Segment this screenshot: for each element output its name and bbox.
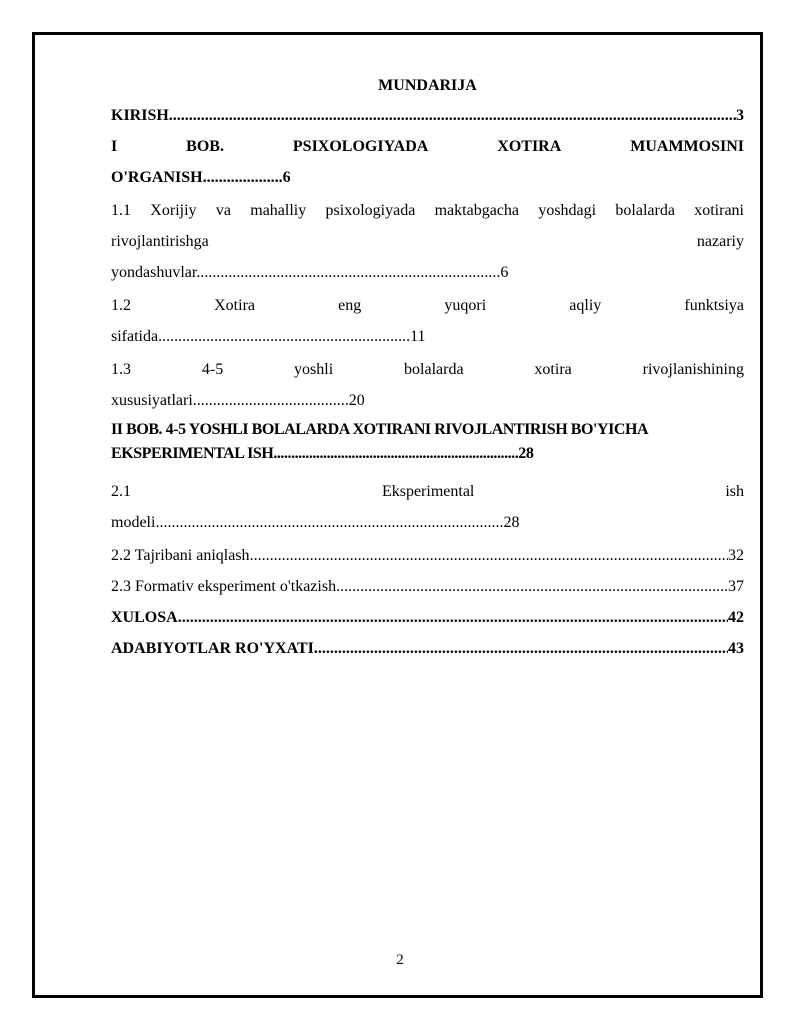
toc-entry-label: 2.2 Tajribani aniqlash xyxy=(111,547,250,564)
toc-entry-label: yondashuvlar xyxy=(111,264,197,281)
toc-entry-page: 28 xyxy=(503,514,520,531)
toc-word: aqliy xyxy=(569,297,602,314)
toc-entry-page: 11 xyxy=(410,328,426,345)
toc-leader-dots: ............................................................... xyxy=(158,328,411,345)
toc-entry-label: ADABIYOTLAR RO'YXATI xyxy=(111,640,314,657)
toc-word: nazariy xyxy=(696,233,744,250)
toc-entry-label: O'RGANISH xyxy=(111,169,203,186)
toc-word: 2.1 xyxy=(111,483,131,500)
toc-entry-label: EKSPERIMENTAL ISH xyxy=(111,445,274,462)
toc-entry-1-2-line2 xyxy=(111,321,744,352)
toc-word: MUAMMOSINI xyxy=(630,138,744,155)
toc-word: PSIXOLOGIYADA xyxy=(292,138,429,155)
toc-leader-dots xyxy=(178,602,728,633)
toc-word: Xotira xyxy=(214,297,255,314)
toc-leader-dots xyxy=(250,540,728,571)
toc-entry-1-1-line2 xyxy=(111,226,744,257)
toc-entry-label: sifatida xyxy=(111,328,159,345)
toc-entry-2-1-line1 xyxy=(111,476,744,507)
toc-entry-adabiyotlar xyxy=(111,633,744,664)
toc-leader-dots xyxy=(336,571,728,602)
toc-title: MUNDARIJA xyxy=(378,77,477,94)
toc-leader-dots: ..................................................................... xyxy=(273,445,519,462)
toc-leader-dots: ............................................................................ xyxy=(196,264,501,281)
toc-entry-1-3-line2 xyxy=(111,385,744,416)
toc-word: funktsiya xyxy=(684,297,744,314)
toc-entry-label: 1.1 Xorijiy va mahalliy psixologiyada maktabgacha yoshdagi bolalarda xotirani xyxy=(111,202,744,219)
toc-word: 1.2 xyxy=(111,297,131,314)
toc-entry-chapter1-line2 xyxy=(111,162,744,193)
toc-word: XOTIRA xyxy=(497,138,562,155)
page-number: 2 xyxy=(396,952,404,968)
toc-leader-dots xyxy=(314,633,728,664)
toc-word: eng xyxy=(338,297,362,314)
toc-word: xotira xyxy=(534,361,572,378)
toc-word: 4-5 xyxy=(201,361,224,378)
toc-entry-1-2-line1 xyxy=(111,290,744,321)
toc-entry-page: 6 xyxy=(282,169,291,186)
toc-entry-1-1-line3 xyxy=(111,257,744,288)
toc-word: bolalarda xyxy=(404,361,464,378)
toc-leader-dots: .................... xyxy=(202,169,283,186)
toc-entry-label: XULOSA xyxy=(111,609,178,626)
toc-entry-2-3 xyxy=(111,571,744,602)
toc-entry-label: modeli xyxy=(111,514,156,531)
toc-word: ish xyxy=(725,483,744,500)
toc-word: Eksperimental xyxy=(381,483,475,500)
toc-word: BOB. xyxy=(186,138,224,155)
toc-entry-page: 37 xyxy=(728,578,744,595)
toc-entry-1-1-line1 xyxy=(111,195,744,226)
toc-entry-label: xususiyatlari xyxy=(111,392,193,409)
toc-entry-page: 3 xyxy=(736,107,744,124)
toc-entry-2-1-line2 xyxy=(111,507,744,538)
toc-entry-label: II BOB. 4-5 YOSHLI BOLALARDA XOTIRANI RIVOJLANTIRISH BO'YICHA xyxy=(111,421,649,438)
toc-word: rivojlanishining xyxy=(642,361,744,378)
toc-word: 1.3 xyxy=(111,361,131,378)
toc-word: yuqori xyxy=(444,297,487,314)
toc-entry-kirish xyxy=(111,100,744,131)
toc-entry-1-3-line1 xyxy=(111,354,744,385)
toc-entry-xulosa xyxy=(111,602,744,633)
toc-entry-chapter2-line2 xyxy=(111,442,744,466)
toc-leader-dots: ....................................... xyxy=(192,392,349,409)
toc-word: rivojlantirishga xyxy=(111,233,209,250)
toc-entry-page: 20 xyxy=(348,392,365,409)
toc-leader-dots: ....................................................................................... xyxy=(155,514,504,531)
table-of-contents xyxy=(111,72,744,664)
toc-word: I xyxy=(111,138,118,155)
toc-entry-label: 2.3 Formativ eksperiment o'tkazish xyxy=(111,578,337,595)
toc-entry-page: 6 xyxy=(500,264,509,281)
toc-entry-chapter1-line1 xyxy=(111,131,744,162)
toc-entry-page: 43 xyxy=(728,640,744,657)
toc-entry-2-2 xyxy=(111,540,744,571)
toc-entry-chapter2 xyxy=(111,418,744,466)
toc-entry-label: KIRISH xyxy=(111,107,169,124)
toc-entry-page: 32 xyxy=(728,547,744,564)
toc-entry-page: 42 xyxy=(728,609,744,626)
toc-word: yoshli xyxy=(294,361,334,378)
toc-entry-page: 28 xyxy=(518,445,534,462)
toc-leader-dots xyxy=(169,100,736,131)
